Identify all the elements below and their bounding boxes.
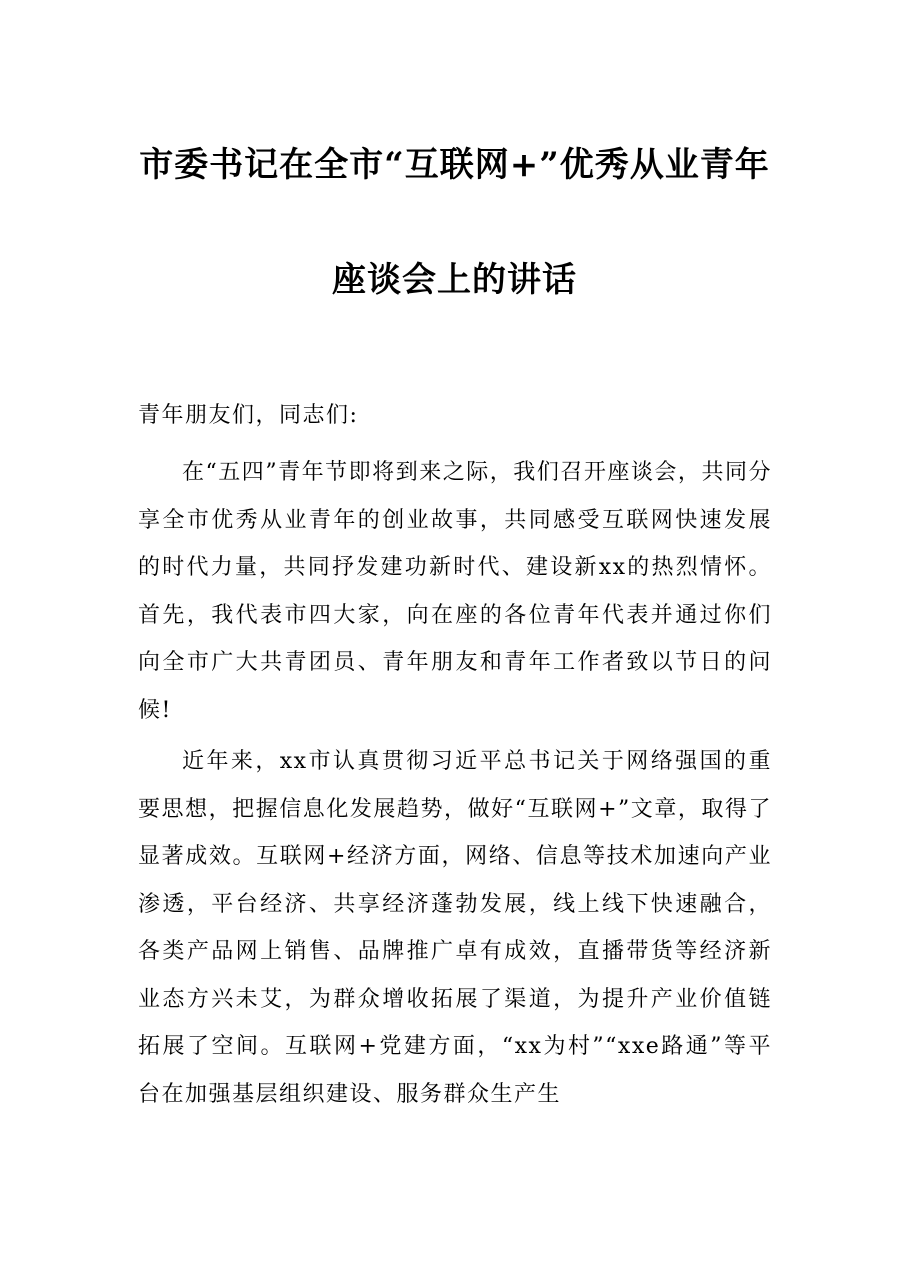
document-title-line-2: 座谈会上的讲话 [332,260,577,300]
paragraph-1: 在“五四”青年节即将到来之际，我们召开座谈会，共同分享全市优秀从业青年的创业故事，共同感受互联网快速发展的时代力量，共同抒发建功新时代、建设新xx的热烈情怀。首先，我代表市四大家，向在座的各位青年代表并通过你们向全市广大共青团员、青年朋友和青年工作者致以节日的问候! [138,460,772,723]
salutation: 青年朋友们，同志们: [138,403,359,428]
document-title-line-1: 市委书记在全市“互联网+”优秀从业青年 [139,145,770,185]
paragraph-2: 近年来，xx市认真贯彻习近平总书记关于网络强国的重要思想，把握信息化发展趋势，做好“互联网+”文章，取得了显著成效。互联网+经济方面，网络、信息等技术加速向产业渗透，平台经济、共享经济蓬勃发展，线上线下快速融合，各类产品网上销售、品牌推广卓有成效，直播带货等经济新业态方兴未艾，为群众增收拓展了渠道，为提升产业价值链拓展了空间。互联网+党建方面，“xx为村”“xxe路通”等平台在加强基层组织建设、服务群众生产生 [138,749,772,1107]
